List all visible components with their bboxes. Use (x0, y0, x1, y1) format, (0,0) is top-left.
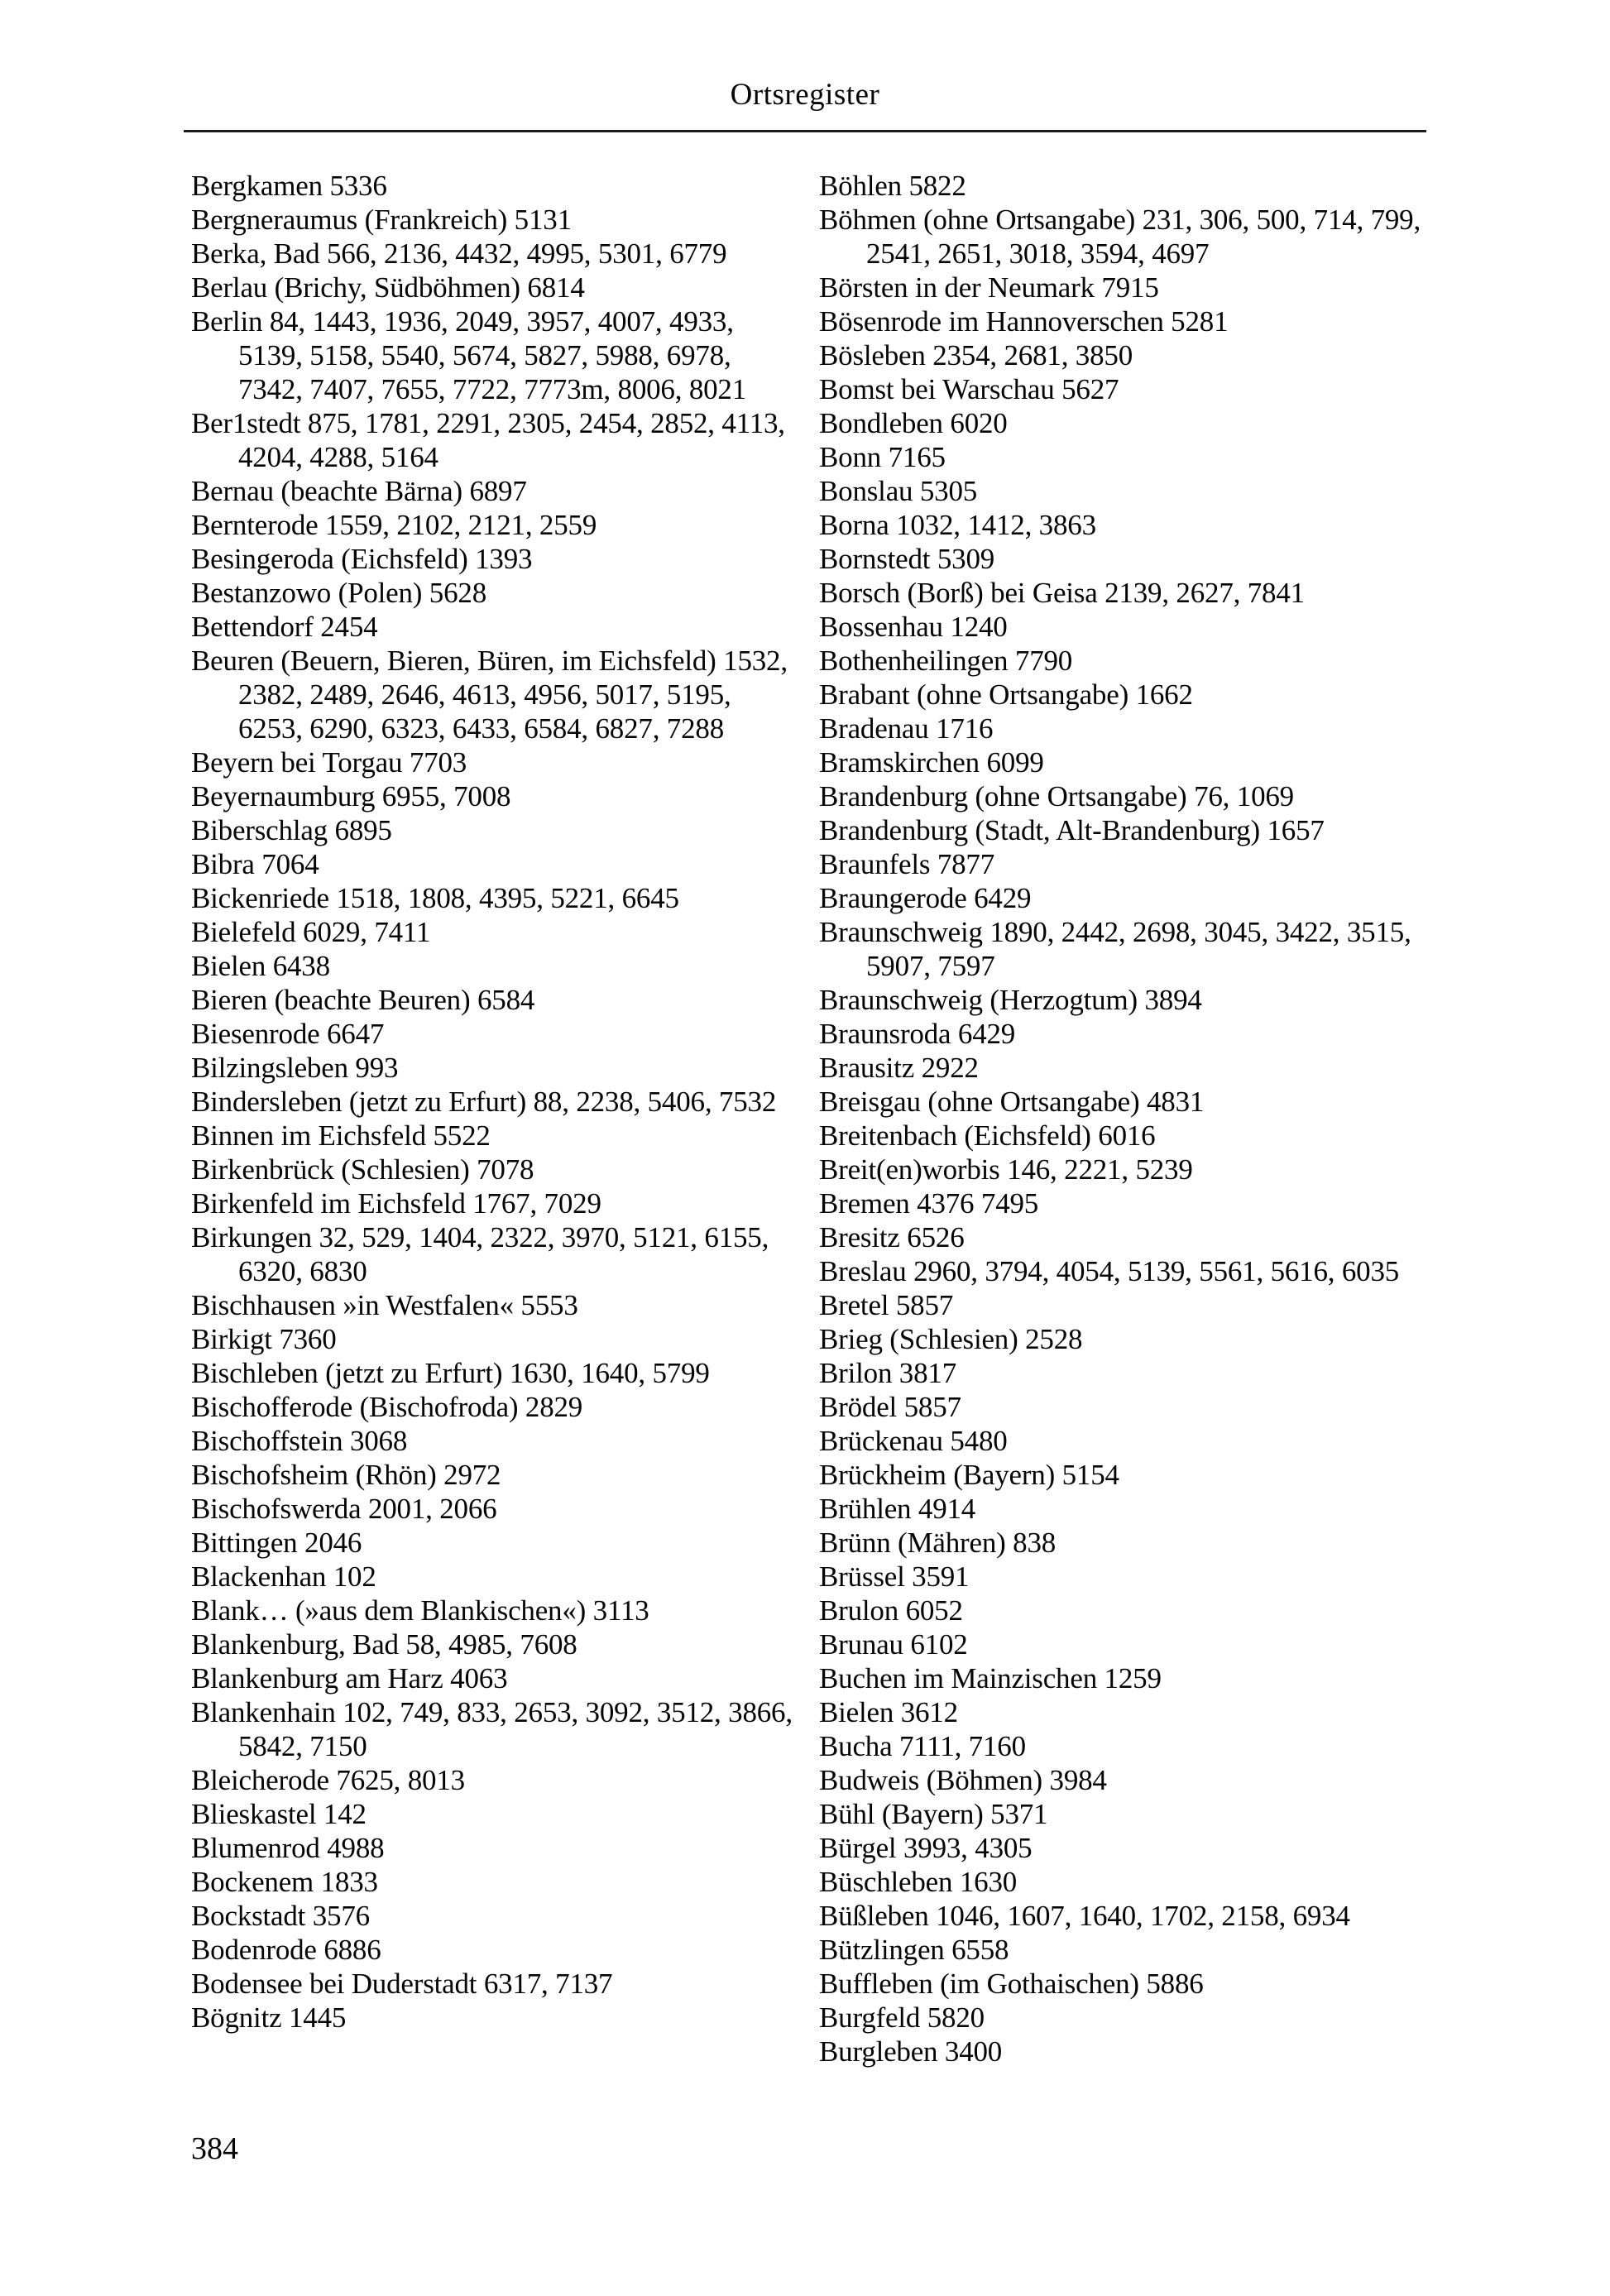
index-entry: Bibra 7064 (191, 848, 319, 880)
index-entry: Bischleben (jetzt zu Erfurt) 1630, 1640, 5799 (191, 1357, 710, 1389)
index-entry: Böhmen (ohne Ortsangabe) 231, 306, 500, 714, 799, 2541, 2651, 3018, 3594, 4697 (819, 204, 1421, 270)
index-entry: Braunschweig (Herzogtum) 3894 (819, 984, 1202, 1016)
index-entry: Bodensee bei Duderstadt 6317, 7137 (191, 1968, 613, 2000)
index-entry: Birkenfeld im Eichsfeld 1767, 7029 (191, 1187, 601, 1220)
index-entry: Blieskastel 142 (191, 1798, 367, 1830)
index-entry: Bondleben 6020 (819, 407, 1008, 439)
index-entry: Brödel 5857 (819, 1391, 961, 1423)
index-entry: Bürgel 3993, 4305 (819, 1832, 1033, 1864)
index-entry: Breslau 2960, 3794, 4054, 5139, 5561, 5616, 6035 (819, 1255, 1400, 1287)
index-entry: Bradenau 1716 (819, 712, 994, 745)
index-entry: Büßleben 1046, 1607, 1640, 1702, 2158, 6934 (819, 1900, 1350, 1932)
index-entry: Brühlen 4914 (819, 1493, 976, 1525)
index-entry: Bischoffstein 3068 (191, 1425, 408, 1457)
index-entry: Brulon 6052 (819, 1594, 963, 1627)
index-entry: Blumenrod 4988 (191, 1832, 385, 1864)
index-entry: Bonn 7165 (819, 441, 946, 473)
index-entry: Bernterode 1559, 2102, 2121, 2559 (191, 509, 597, 541)
index-entry: Bielen 3612 (819, 1696, 958, 1728)
index-entry: Ber1stedt 875, 1781, 2291, 2305, 2454, 2852, 4113, 4204, 4288, 5164 (191, 407, 785, 473)
index-entry: Bösleben 2354, 2681, 3850 (819, 339, 1133, 371)
index-entry: Bilzingsleben 993 (191, 1052, 399, 1084)
index-entry: Bindersleben (jetzt zu Erfurt) 88, 2238, 5406, 7532 (191, 1086, 777, 1118)
index-entry: Bornstedt 5309 (819, 543, 995, 575)
index-entry: Bockstadt 3576 (191, 1900, 370, 1932)
index-entry: Bösenrode im Hannoverschen 5281 (819, 305, 1229, 338)
index-entry: Beyern bei Torgau 7703 (191, 746, 467, 779)
index-entry: Breit(en)worbis 146, 2221, 5239 (819, 1153, 1193, 1186)
index-entry: Breitenbach (Eichsfeld) 6016 (819, 1119, 1156, 1152)
index-entry: Bretel 5857 (819, 1289, 954, 1321)
index-entry: Bleicherode 7625, 8013 (191, 1764, 465, 1796)
index-entry: Braunsroda 6429 (819, 1018, 1016, 1050)
index-entry: Bremen 4376 7495 (819, 1187, 1039, 1220)
index-entry: Bickenriede 1518, 1808, 4395, 5221, 6645 (191, 882, 679, 914)
page-header (0, 78, 1610, 113)
index-entry: Bernau (beachte Bärna) 6897 (191, 475, 527, 507)
index-entry: Bestanzowo (Polen) 5628 (191, 577, 487, 609)
index-entry: Beyernaumburg 6955, 7008 (191, 780, 511, 812)
index-entry: Bieren (beachte Beuren) 6584 (191, 984, 535, 1016)
index-entry: Blankenburg, Bad 58, 4985, 7608 (191, 1628, 577, 1661)
index-entry: Bothenheilingen 7790 (819, 645, 1073, 677)
index-entry: Biberschlag 6895 (191, 814, 392, 846)
page-title: Ortsregister (730, 78, 880, 112)
index-entry: Bresitz 6526 (819, 1221, 965, 1253)
index-entry: Braunfels 7877 (819, 848, 995, 880)
index-entry: Blackenhan 102 (191, 1560, 376, 1593)
index-entry: Birkenbrück (Schlesien) 7078 (191, 1153, 534, 1186)
index-entry: Bodenrode 6886 (191, 1934, 381, 1966)
index-entry: Bischofsheim (Rhön) 2972 (191, 1459, 501, 1491)
index-entry: Brandenburg (Stadt, Alt-Brandenburg) 1657 (819, 814, 1325, 846)
index-entry: Birkigt 7360 (191, 1323, 337, 1355)
index-entry: Bielefeld 6029, 7411 (191, 916, 431, 948)
index-column-right (819, 169, 1429, 2068)
index-entry: Blank… (»aus dem Blankischen«) 3113 (191, 1594, 649, 1627)
index-entry: Brieg (Schlesien) 2528 (819, 1323, 1083, 1355)
index-entry: Bergkamen 5336 (191, 170, 387, 202)
index-entry: Binnen im Eichsfeld 5522 (191, 1119, 491, 1152)
index-entry: Bützlingen 6558 (819, 1934, 1009, 1966)
index-entry: Berka, Bad 566, 2136, 4432, 4995, 5301, 6779 (191, 237, 727, 270)
index-entry: Bittingen 2046 (191, 1527, 362, 1559)
index-entry: Bischhausen »in Westfalen« 5553 (191, 1289, 578, 1321)
index-entry: Bühl (Bayern) 5371 (819, 1798, 1048, 1830)
index-entry: Burgleben 3400 (819, 2035, 1003, 2068)
index-entry: Beuren (Beuern, Bieren, Büren, im Eichsfeld) 1532, 2382, 2489, 2646, 4613, 4956, 5017, 5195, 6253, 6290, 6323, 6433, 6584, 6827, 7288 (191, 645, 788, 745)
index-entry: Bischofferode (Bischofroda) 2829 (191, 1391, 583, 1423)
index-entry: Bomst bei Warschau 5627 (819, 373, 1119, 405)
index-entry: Borsch (Borß) bei Geisa 2139, 2627, 7841 (819, 577, 1305, 609)
index-entry: Bramskirchen 6099 (819, 746, 1044, 779)
index-entry: Bielen 6438 (191, 950, 330, 982)
index-entry: Birkungen 32, 529, 1404, 2322, 3970, 5121, 6155, 6320, 6830 (191, 1221, 769, 1287)
index-entry: Böhlen 5822 (819, 170, 966, 202)
index-entry: Bergneraumus (Frankreich) 5131 (191, 204, 572, 236)
page-number: 384 (191, 2131, 238, 2166)
index-entry: Bonslau 5305 (819, 475, 978, 507)
index-entry: Buffleben (im Gothaischen) 5886 (819, 1968, 1204, 2000)
index-entry: Budweis (Böhmen) 3984 (819, 1764, 1107, 1796)
index-entry: Büschleben 1630 (819, 1866, 1018, 1898)
index-entry: Brückenau 5480 (819, 1425, 1008, 1457)
index-entry: Brunau 6102 (819, 1628, 968, 1661)
index-entry: Brünn (Mähren) 838 (819, 1527, 1057, 1559)
index-entry: Brandenburg (ohne Ortsangabe) 76, 1069 (819, 780, 1294, 812)
index-entry: Braunschweig 1890, 2442, 2698, 3045, 3422, 3515, 5907, 7597 (819, 916, 1411, 982)
index-entry: Breisgau (ohne Ortsangabe) 4831 (819, 1086, 1205, 1118)
index-entry: Buchen im Mainzischen 1259 (819, 1662, 1162, 1694)
index-entry: Bossenhau 1240 (819, 611, 1008, 643)
index-column-left (191, 169, 801, 2035)
index-entry: Burgfeld 5820 (819, 2001, 985, 2034)
index-entry: Besingeroda (Eichsfeld) 1393 (191, 543, 533, 575)
header-rule (184, 130, 1426, 132)
index-entry: Brilon 3817 (819, 1357, 956, 1389)
index-entry: Bögnitz 1445 (191, 2001, 347, 2034)
index-entry: Blankenhain 102, 749, 833, 2653, 3092, 3512, 3866, 5842, 7150 (191, 1696, 793, 1762)
index-entry: Brückheim (Bayern) 5154 (819, 1459, 1119, 1491)
index-entry: Bettendorf 2454 (191, 611, 378, 643)
index-entry: Biesenrode 6647 (191, 1018, 385, 1050)
index-entry: Brabant (ohne Ortsangabe) 1662 (819, 678, 1193, 711)
index-entry: Borna 1032, 1412, 3863 (819, 509, 1096, 541)
index-entry: Bucha 7111, 7160 (819, 1730, 1026, 1762)
index-entry: Börsten in der Neumark 7915 (819, 271, 1159, 304)
index-entry: Bockenem 1833 (191, 1866, 378, 1898)
index-entry: Brausitz 2922 (819, 1052, 979, 1084)
index-entry: Bischofswerda 2001, 2066 (191, 1493, 497, 1525)
index-entry: Blankenburg am Harz 4063 (191, 1662, 508, 1694)
index-entry: Berlau (Brichy, Südböhmen) 6814 (191, 271, 585, 304)
index-entry: Brüssel 3591 (819, 1560, 970, 1593)
index-entry: Berlin 84, 1443, 1936, 2049, 3957, 4007, 4933, 5139, 5158, 5540, 5674, 5827, 5988, 6978, 7342, 7407, 7655, 7722, 7773m, 8006, 8021 (191, 305, 747, 405)
index-entry: Braungerode 6429 (819, 882, 1032, 914)
